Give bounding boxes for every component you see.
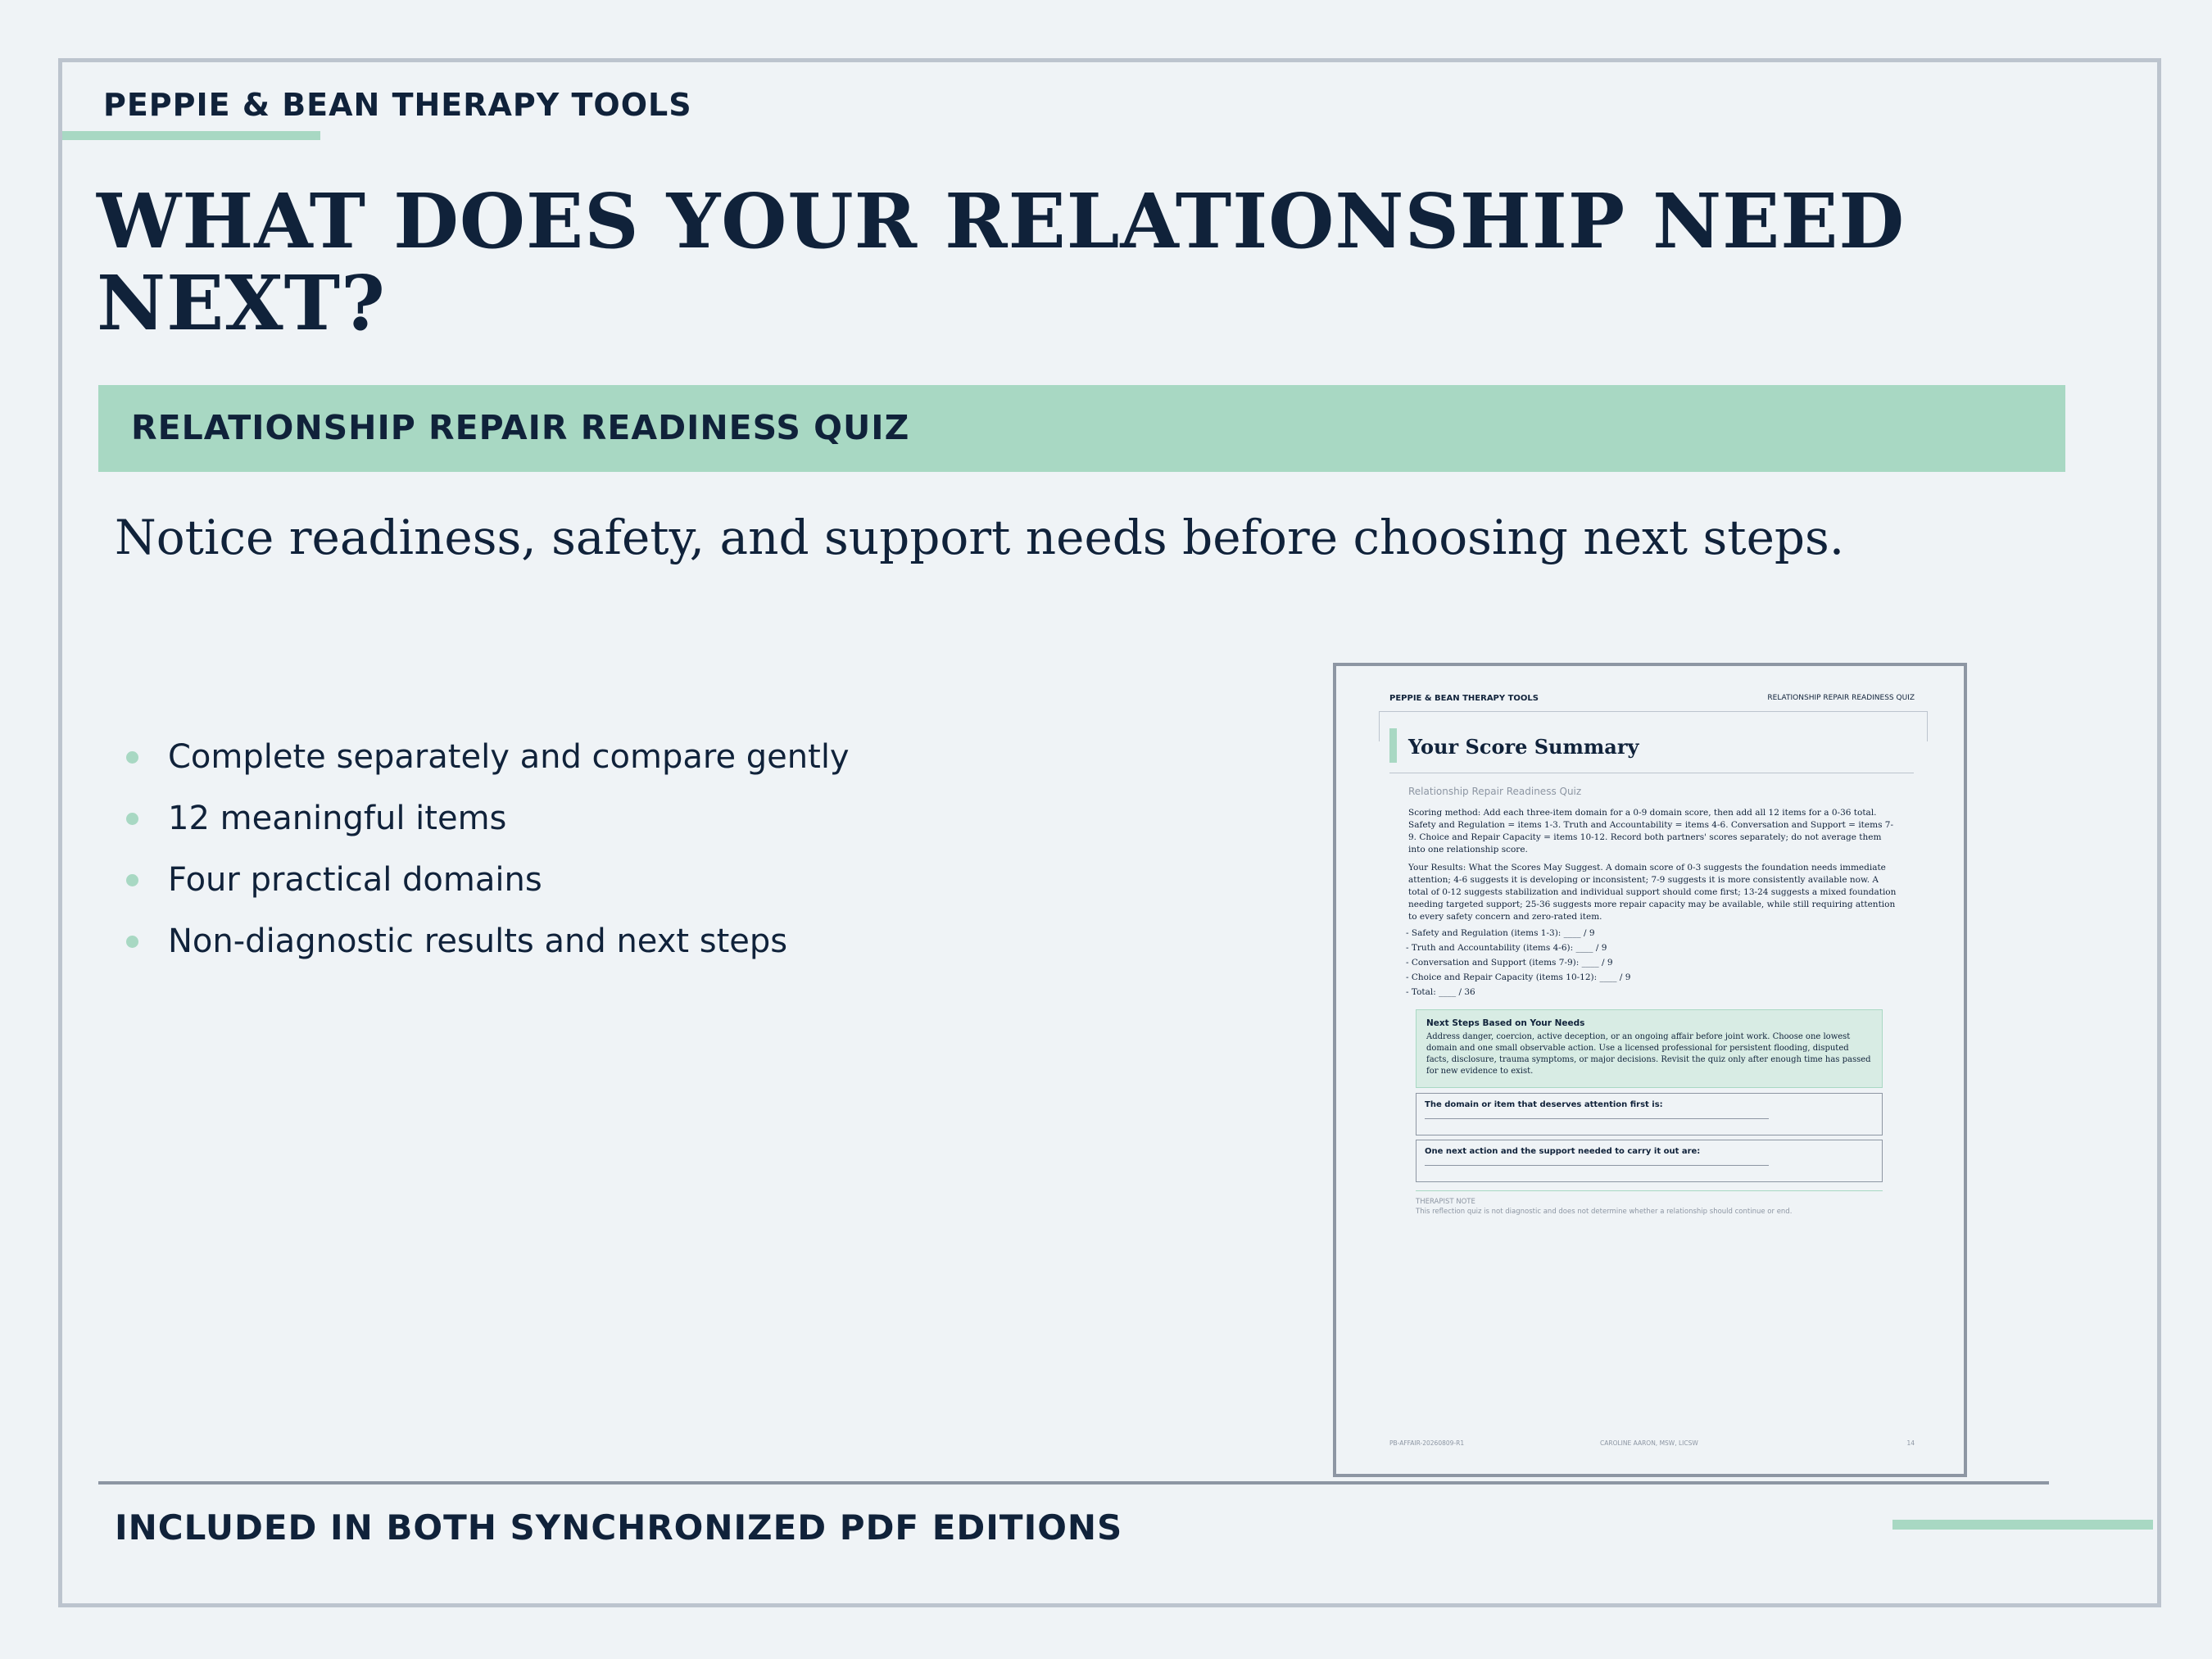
page-headline: WHAT DOES YOUR RELATIONSHIP NEED NEXT?: [97, 177, 1906, 347]
field-label: One next action and the support needed to carry it out are:: [1425, 1147, 1701, 1156]
footer-divider: [98, 1481, 2049, 1484]
note-divider: [1416, 1190, 1883, 1191]
therapist-note-body: This reflection quiz is not diagnostic and does not determine whether a relationship should continue or end.: [1416, 1208, 1793, 1216]
feature-text: Non-diagnostic results and next steps: [168, 922, 788, 960]
next-steps-title: Next Steps Based on Your Needs: [1426, 1018, 1585, 1028]
preview-title: Your Score Summary: [1408, 735, 1639, 759]
preview-footer-author: CAROLINE AARON, MSW, LICSW: [1600, 1439, 1698, 1447]
field-line: [1425, 1118, 1769, 1119]
score-line: - Safety and Regulation (items 1-3): ____ / 9: [1406, 928, 1595, 938]
score-line: - Conversation and Support (items 7-9): ____ / 9: [1406, 958, 1613, 968]
feature-item: [123, 918, 850, 979]
write-in-field: [1416, 1140, 1883, 1182]
feature-text: Four practical domains: [168, 861, 542, 899]
preview-score-list: [1406, 926, 1630, 999]
brand-name: PEPPIE & BEAN THERAPY TOOLS: [103, 87, 692, 123]
footer-tagline: INCLUDED IN BOTH SYNCHRONIZED PDF EDITIONS: [115, 1507, 1123, 1548]
pdf-page-preview: [1333, 663, 1967, 1477]
feature-text: 12 meaningful items: [168, 800, 507, 837]
preview-header-title: RELATIONSHIP REPAIR READINESS QUIZ: [1767, 694, 1915, 702]
preview-accent-bar: [1389, 728, 1397, 763]
score-line: - Choice and Repair Capacity (items 10-12): ____ / 9: [1406, 972, 1631, 982]
bullet-dot: [126, 813, 138, 825]
preview-footer-code: PB-AFFAIR-20260809-R1: [1389, 1439, 1465, 1447]
next-steps-body: Address danger, coercion, active deception, or an ongoing affair before joint work. Choose one lowest domain and one small observable action. Use a licensed professional for persistent flooding, disputed facts, disclosure, trauma symptoms, or major decisions. Revisit the quiz only after enough time has passed for new evidence to exist.: [1426, 1032, 1871, 1076]
preview-subtitle: Relationship Repair Readiness Quiz: [1408, 786, 1582, 797]
feature-item: [123, 856, 850, 918]
banner-title: RELATIONSHIP REPAIR READINESS QUIZ: [131, 408, 910, 447]
brand-accent-bar: [62, 131, 320, 140]
score-line: - Truth and Accountability (items 4-6): ____ / 9: [1406, 943, 1607, 953]
feature-item: [123, 733, 850, 795]
feature-item: [123, 795, 850, 856]
preview-results-text: Your Results: What the Scores May Suggest. A domain score of 0-3 suggests the foundation needs immediate attention; 4-6 suggests it is developing or inconsistent; 7-9 suggests it is more consistently available now. A total of 0-12 suggests stabilization and individual support should come first; 13-24 suggests a mixed foundation needing targeted support; 25-36 suggests more repair capacity may be available, while still requiring attention to every safety concern and zero-rated item.: [1408, 863, 1897, 922]
field-label: The domain or item that deserves attention first is:: [1425, 1100, 1663, 1109]
write-in-field: [1416, 1093, 1883, 1135]
therapist-note-label: THERAPIST NOTE: [1416, 1198, 1475, 1206]
score-line: - Total: ____ / 36: [1406, 987, 1475, 997]
quiz-banner: [98, 385, 2065, 472]
preview-scoring-text: Scoring method: Add each three-item domain for a 0-9 domain score, then add all 12 items for a 0-36 total. Safety and Regulation = items 1-3. Truth and Accountability = items 4-6. Conversation and Support = items 7-9. Choice and Repair Capacity = items 10-12. Record both partners' scores separately; do not average them into one relationship score.: [1408, 808, 1894, 854]
preview-page-number: 14: [1906, 1439, 1915, 1447]
feature-list: [123, 733, 850, 979]
preview-header-brand: PEPPIE & BEAN THERAPY TOOLS: [1389, 694, 1539, 703]
page-subtitle: Notice readiness, safety, and support needs before choosing next steps.: [115, 510, 1845, 565]
bullet-dot: [126, 874, 138, 886]
next-steps-box: [1416, 1009, 1883, 1088]
field-line: [1425, 1165, 1769, 1166]
feature-text: Complete separately and compare gently: [168, 738, 850, 776]
footer-accent-bar: [1892, 1520, 2153, 1530]
bullet-dot: [126, 936, 138, 948]
bullet-dot: [126, 751, 138, 764]
